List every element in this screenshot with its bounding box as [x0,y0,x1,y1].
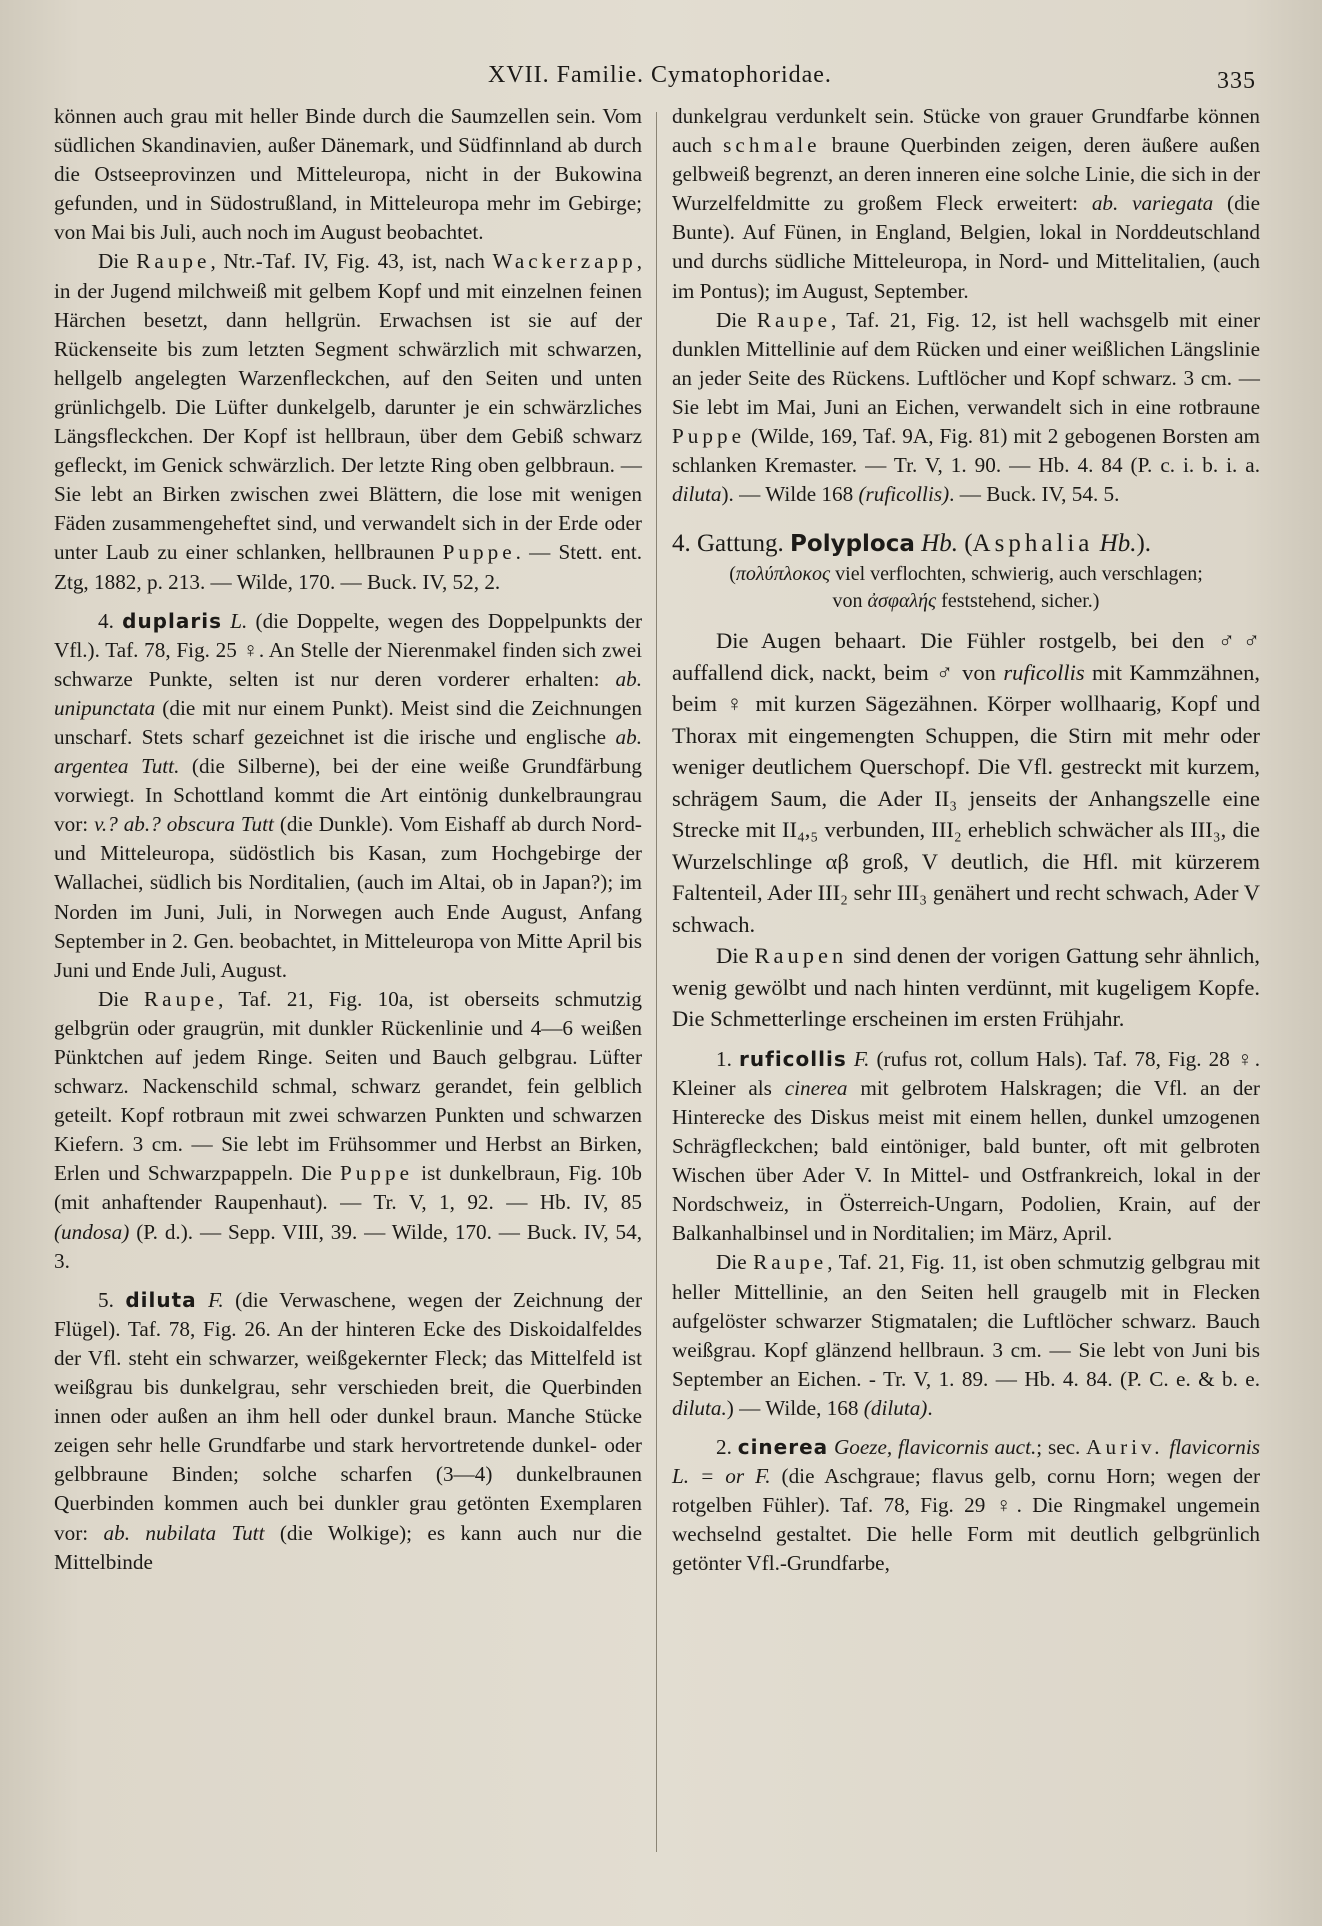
text: Die Augen behaart. Die Fühler rostgelb, bei den ♂♂ auffallend dick, nackt, beim ♂ von [672,628,1260,685]
text: (die Dunkle). Vom Eishaff ab durch Nord- und Mitteleuropa, südöstlich bis Kasan, zum Hochgebirge der Wallachei, südlich bis Norditalien, (auch im Altai, ob in Japan?); im Norden im Juni, Juli, in Norwegen auch Ende August, Anfang September in 2. Gen. beobachtet, in Mitteleuropa von Mitte April bis Juni und Ende Juli, August. [54,812,642,982]
paragraph [54,102,642,247]
text: mit gelbrotem Halskragen; die Vfl. an der Hinterecke des Diskus meist mit einem hellen, dunkel umzogenen Schrägfleckchen; bald eintöniger, bald bunter, oft mit gelbroten Wischen über Ader V. In Mittel- und Ostfrankreich, lokal in der Nordschweiz, in Österreich-Ungarn, Podolien, Krain, auf der Balkanhalbinsel und in Norditalien; im März, April. [672,1075,1260,1246]
aberration-name: ab. nubilata Tutt [103,1520,265,1545]
species-number: 5. [98,1287,126,1312]
running-header [0,62,1322,102]
text: können auch grau mit heller Binde durch die Saumzellen sein. Vom südlichen Skandinavien, außer Dänemark, und Südfinnland ab durch die Ostseeprovinzen und Mitteleuropa, nicht in der Bukowina gefunden, und in Südostrußland, in Mitteleuropa mehr im Gebirge; von Mai bis Juli, auch noch im August beobachtet. [54,104,642,245]
spaced-term: Raupe [756,307,832,332]
genus-heading [672,527,1260,561]
text: , Ntr.-Taf. IV, Fig. 43, ist, nach [210,249,493,274]
genus-synonym: Asphalia [972,530,1094,558]
text: Die [716,1250,754,1275]
text: (die mit nur einem Punkt). Meist sind die Zeichnungen unscharf. Stets scharf gezeichnet ist die irische und englische [54,695,642,749]
text: , Taf. 21, Fig. 11, ist oben schmutzig gelbgrau mit heller Mittellinie, an den Seiten hell graugelb mit in Flecken aufgelöster schwarzer Stigmatalen; die Luftlöcher schwarz. Bauch weißgrau. Kopf glänzend hellbraun. 3 cm. — Sie lebt von Juni bis September an Eichen. - Tr. V, 1. 89. — Hb. 4. 84. (P. C. e. & b. e. [672,1250,1261,1391]
species-number: 4. [98,608,123,633]
text: , Taf. 21, Fig. 10a, ist oberseits schmutzig gelbgrün oder graugrün, mit dunkler Rückenlinie und 4—6 weißen Pünktchen auf jedem Ringe. Seiten und Bauch gelbgrau. Lüfter schwarz. Nackenschild schmal, schwarz gerandet, fein gelblich geteilt. Kopf rotbraun mit zwei schwarzen Punkten und schwarzen Kiefern. 3 cm. — Sie lebt im Frühsommer und Herbst an Birken, Erlen und Schwarzpappeln. Die [54,986,642,1186]
aberration-name: ab. variegata [1091,191,1214,216]
spaced-term: Puppe [672,424,745,449]
text: dunkelgrau verdunkelt sein. Stücke von grauer Grundfarbe können auch [672,104,1260,158]
text: (die Doppelte, wegen des Doppelpunkts der Vfl.). Taf. 78, Fig. 25 ♀. An Stelle der Nierenmakel finden sich zwei schwarze Punkte, selten ist nur deren vorderer erhalten: [54,608,643,691]
text: sind denen der vorigen Gattung sehr ähnlich, wenig gewölbt und nach hinten verdünnt, mit kugeligem Kopfe. Die Schmetterlinge erscheinen im ersten Frühjahr. [672,943,1260,1032]
genus-description [672,625,1260,940]
text: , in der Jugend milchweiß mit gelbem Kopf und mit einzelnen feinen Härchen besetzt, dann hellgrün. Erwachsen ist sie auf der Rückenseite bis zum letzten Segment schwärzlich mit schwarzen, hellgelb angelegten Warzenfleckchen, auf den Seiten und unten grünlichgelb. Die Lüfter dunkelgelb, darunter je ein schwärzliches Längsfleckchen. Der Kopf ist hellbraun, über dem Gebiß schwarz gefleckt, im Genick schwärzlich. Der letzte Ring oben gelbbraun. — Sie lebt an Birken zwischen zwei Blättern, die lose mit wenigen Fäden zusammengeheftet sind, und verwandelt sich in der Erde oder unter Laub zu einer schlanken, hellbraunen [54,249,643,565]
species-entry [54,1286,642,1577]
text: (die Silberne), bei der eine weiße Grundfärbung vorwiegt. In Schottland kommt die Art eintönig dunkelbraungrau vor: [54,754,643,837]
species-author: Goeze, flavicornis auct. [828,1435,1037,1460]
species-entry [54,607,642,985]
species-entry [672,1045,1260,1249]
synonym: diluta. [672,1395,727,1420]
synonym: (ruficollis) [858,482,950,507]
right-column [672,102,1260,1886]
spaced-term: Puppe [340,1161,413,1186]
text: braune Querbinden zeigen, deren äußere außen gelbweiß begrenzt, an deren inneren eine solche Linie, die sich in der Wurzelfeldmitte zu großem Fleck erweitert: [672,133,1260,216]
text: (die Wolkige); es kann auch nur die Mittelbinde [54,1520,643,1574]
text: (die Verwaschene, wegen der Zeichnung der Flügel). Taf. 78, Fig. 26. An der hinteren Ecke des Diskoidalfeldes der Vfl. steht ein schwarzer, weißgekernter Fleck; das Mittelfeld ist weißgrau bis dunkelgrau, sehr verschieden breit, die Querbinden innen oder außen an ihm hell oder dunkel braun. Manche Stücke zeigen sehr helle Grundfarbe und stark hervortretende dunkel- oder gelbbraune Binden; solche scharfen (3—4) dunkelbraunen Querbinden kommen auch bei dunkler grau getönten Exemplaren vor: [54,1287,643,1545]
spaced-term: Raupe [143,986,219,1011]
aberration-name: ab. argentea Tutt. [54,724,642,779]
genus-prefix: 4. Gattung. [672,530,791,558]
species-name: diluta [125,1287,197,1312]
spaced-author: Wackerzapp [492,249,637,274]
text: . — Stett. ent. Ztg, 1882, p. 213. — Wilde, 170. — Buck. IV, 52, 2. [54,540,642,594]
spaced-author: Auriv. [1086,1435,1164,1460]
text: , Taf. 21, Fig. 12, ist hell wachsgelb mit einer dunklen Mittellinie auf dem Rücken und einer weißlichen Längslinie an jeder Seite des Rückens. Luftlöcher und Kopf schwarz. 3 cm. — Sie lebt im Mai, Juni an Eichen, verwandelt sich in eine rotbraune [672,307,1260,419]
aberration-name: ab. unipunctata [54,666,642,720]
spaced-term: Raupe [753,1250,828,1275]
species-number: 2. [716,1435,738,1460]
synonym: (diluta) [863,1395,928,1420]
greek-word: πολύπλοκος [735,563,831,586]
species-author: F. [846,1046,870,1071]
text: (P. d.). — Sepp. VIII, 39. — Wilde, 170. — Buck. IV, 54, 3. [54,1219,642,1273]
paragraph [672,940,1260,1035]
left-column [54,102,642,1886]
spaced-term: Raupe [136,249,211,274]
genus-author: Hb. [1093,530,1137,558]
text: ist dunkelbraun, Fig. 10b (mit anhaftender Raupenhaut). — Tr. V, 1, 92. — Hb. IV, 85 [54,1161,642,1215]
column-divider [656,112,657,1852]
text: (Wilde, 169, Taf. 9A, Fig. 81) mit 2 gebogenen Borsten am schlanken Kremaster. — Tr. V, 1. 90. — Hb. 4. 84 (P. c. i. b. i. a. [672,424,1260,478]
text: ). [1136,530,1152,558]
text: ) — Wilde, 168 [726,1395,864,1420]
species-author: F. [196,1287,224,1312]
text: (rufus rot, collum Hals). Taf. 78, Fig. 28 ♀. Kleiner als [672,1046,1260,1100]
greek-word: ἀσφαλής [867,590,937,613]
species-reference: cinerea [784,1075,848,1100]
aberration-name: v.? ab.? obscura Tutt [94,812,274,837]
paragraph [54,985,642,1276]
text: Die [716,943,755,969]
text: ). — Wilde 168 [721,482,859,507]
text: mit Kammzähnen, beim ♀ mit kurzen Sägezähnen. Körper wollhaarig, Kopf und Thorax mit eingemengten Schuppen, die Stirn mit mehr oder weniger deutlichem Querschopf. Die Vfl. gestreckt mit kurzem, schrägem Saum, die Ader II₃ jenseits der Anhangszelle eine Strecke mit II₄,₅ verbunden, III₂ erheblich schwächer als III₃, die Wurzelschlinge αβ groß, V deutlich, die Hfl. mit kürzerem Faltenteil, Ader III₂ sehr III₃ genähert und recht schwach, Ader V schwach. [672,659,1260,937]
synonym: (undosa) [54,1219,130,1244]
paragraph [672,306,1260,510]
paragraph [672,1248,1260,1423]
species-name: ruficollis [739,1046,847,1071]
paragraph [54,247,642,596]
synonym: flavicornis L. = or F. [672,1435,1260,1489]
species-author: L. [221,608,248,633]
synonym: diluta [672,482,722,507]
text: ( [957,530,973,558]
text: Die [716,307,757,332]
text: von [832,590,868,613]
paragraph [672,102,1260,306]
spaced-term: Puppe [442,540,516,565]
text: Die [98,986,144,1011]
text: ; sec. [1036,1435,1087,1460]
etymology: (πολύπλοκος viel verflochten, schwierig, auch verschlagen; von ἀσφαλής feststehend, sicher.) [729,563,1203,613]
text: viel verflochten, schwierig, auch verschlagen; [830,563,1203,586]
text: (die Bunte). Auf Fünen, in England, Belgien, lokal in Norddeutschland und durchs südliche Mitteleuropa, in Nord- und Mittelitalien, (auch im Pontus); im August, September. [672,191,1260,303]
species-number: 1. [716,1046,740,1071]
spaced-term: Raupen [754,943,848,969]
text: . [927,1395,933,1420]
species-reference: ruficollis [1003,659,1085,685]
text: feststehend, sicher.) [936,590,1100,613]
header-title: XVII. Familie. Cymatophoridae. [488,62,832,88]
genus-author: Hb. [914,530,958,558]
text: (die Aschgraue; flavus gelb, cornu Horn; wegen der rotgelben Fühler). Taf. 78, Fig. 29 ♀. Die Ringmakel ungemein wechselnd gestaltet. Die helle Form mit deutlich gelbgrünlich getönter Vfl.-Grundfarbe, [672,1464,1260,1576]
genus-name: Polyploca [790,531,915,558]
page-number: 335 [1217,68,1256,94]
species-name: duplaris [122,608,222,633]
spaced-term: schmale [723,133,821,158]
text: . — Buck. IV, 54. 5. [949,482,1120,507]
species-name: cinerea [737,1435,829,1460]
species-entry [672,1433,1260,1578]
text: Die [98,249,137,274]
